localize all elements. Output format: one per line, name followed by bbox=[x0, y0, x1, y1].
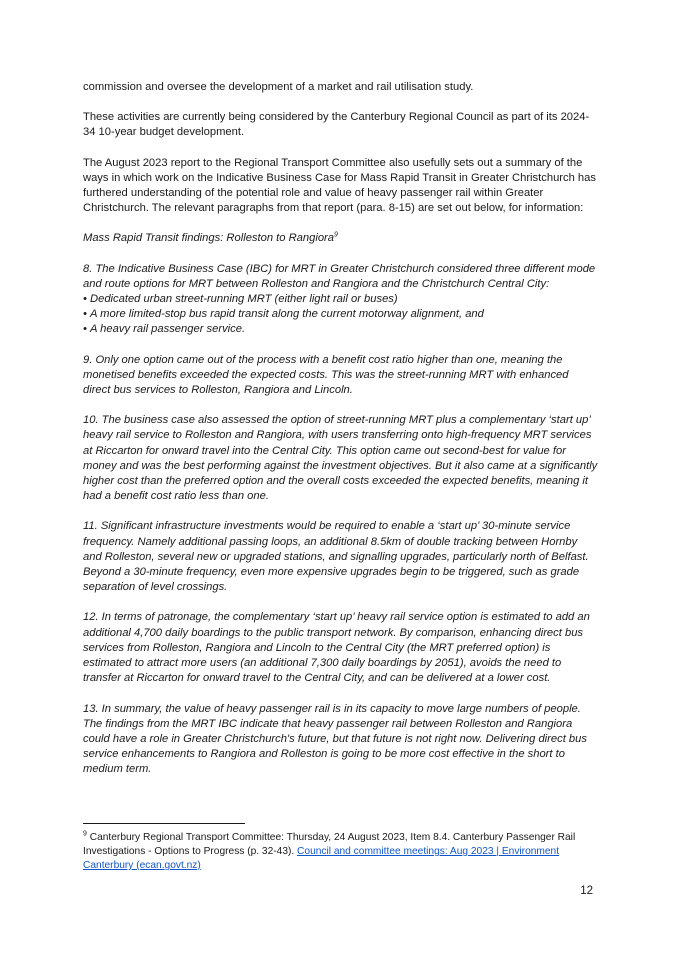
footnote-divider bbox=[83, 823, 245, 824]
page-number: 12 bbox=[580, 885, 593, 897]
paragraph-study-commission: commission and oversee the development of a market and rail utilisation study. bbox=[83, 81, 474, 93]
quote-paragraph-13: 13. In summary, the value of heavy passenger rail is in its capacity to move large numbers of people. The findings from the MRT IBC indicate that heavy passenger rail between Rolleston and Rangiora could have a role in Greater Christchurch's future, but that future is not right now. Delivering direct bus service enhancements to Rangiora and Rolleston is going to be more cost effective in the short to medium term. bbox=[83, 702, 587, 776]
paragraph-august-report: The August 2023 report to the Regional Transport Committee also usefully sets out a summary of the ways in which work on the Indicative Business Case for Mass Rapid Transit in Greater Christchurch has furthered understanding of the potential role and value of heavy passenger rail within Greater Christchurch. The relevant paragraphs from that report (para. 8-15) are set out below, for information: bbox=[83, 156, 596, 215]
list-item: • A heavy rail passenger service. bbox=[83, 322, 598, 337]
quote-heading bbox=[83, 231, 598, 246]
quote-paragraph-8-intro: 8. The Indicative Business Case (IBC) for MRT in Greater Christchurch considered three different mode and route options for MRT between Rolleston and Rangiora and the Christchurch Central City: bbox=[83, 262, 596, 290]
footnote-reference[interactable]: 9 bbox=[334, 231, 338, 239]
quote-paragraph-11: 11. Significant infrastructure investments would be required to enable a ‘start up’ 30-minute service frequency. Namely additional passing loops, an additional 8.5km of double tracking between Hornby and Rolleston, several new or upgraded stations, and signalling upgrades, particularly north of Belfast. Beyond a 30-minute frequency, even more expensive upgrades begin to be triggered, such as grade separation of level crossings. bbox=[83, 520, 589, 594]
footnote-marker: 9 bbox=[83, 830, 87, 838]
page-body bbox=[83, 80, 598, 793]
quote-paragraph-8 bbox=[83, 262, 598, 338]
quote-paragraph-9: 9. Only one option came out of the process with a benefit cost ratio higher than one, meaning the monetised benefits exceeded the expected costs. This was the street-running MRT with enhanced direct bus services to Rolleston, Rangiora and Lincoln. bbox=[83, 353, 569, 397]
footnote bbox=[83, 831, 588, 873]
list-item: • Dedicated urban street-running MRT (either light rail or buses) bbox=[83, 292, 598, 307]
list-item: • A more limited-stop bus rapid transit along the current motorway alignment, and bbox=[83, 307, 598, 322]
quote-paragraph-12: 12. In terms of patronage, the complementary ‘start up’ heavy rail service option is estimated to add an additional 4,700 daily boardings to the public transport network. By comparison, enhancing direct bus services from Rolleston, Rangiora and Lincoln to the Central City (the MRT preferred option) is estimated to attract more users (an additional 7,300 daily boardings by 2051), avoids the need to transfer at Riccarton for onward travel to the Central City, and can be delivered at a lower cost. bbox=[83, 611, 590, 685]
paragraph-budget-consideration: These activities are currently being considered by the Canterbury Regional Council as part of its 2024-34 10-year budget development. bbox=[83, 111, 590, 139]
footnote-text: Canterbury Regional Transport Committee: Thursday, 24 August 2023, Item 8.4. Canterbury Passenger Rail Investigations - Options to Progress (p. 32-43). bbox=[83, 832, 576, 857]
quote-heading-text: Mass Rapid Transit findings: Rolleston to Rangiora bbox=[83, 232, 335, 245]
mrt-options-list bbox=[83, 292, 598, 338]
quote-paragraph-10: 10. The business case also assessed the option of street-running MRT plus a complementary ‘start up’ heavy rail service to Rolleston and Rangiora, with users transferring onto high-frequency MRT services at Riccarton for onward travel into the Central City. This option came out second-best for value for money and was the best performing against the investment objectives. But it also came at a significantly higher cost than the preferred option and the overall costs exceeded the expected benefits, meaning it had a benefit cost ratio less than one. bbox=[83, 414, 598, 503]
footnote-link[interactable]: Council and committee meetings: Aug 2023 | Environment Canterbury (ecan.govt.nz) bbox=[83, 846, 560, 871]
